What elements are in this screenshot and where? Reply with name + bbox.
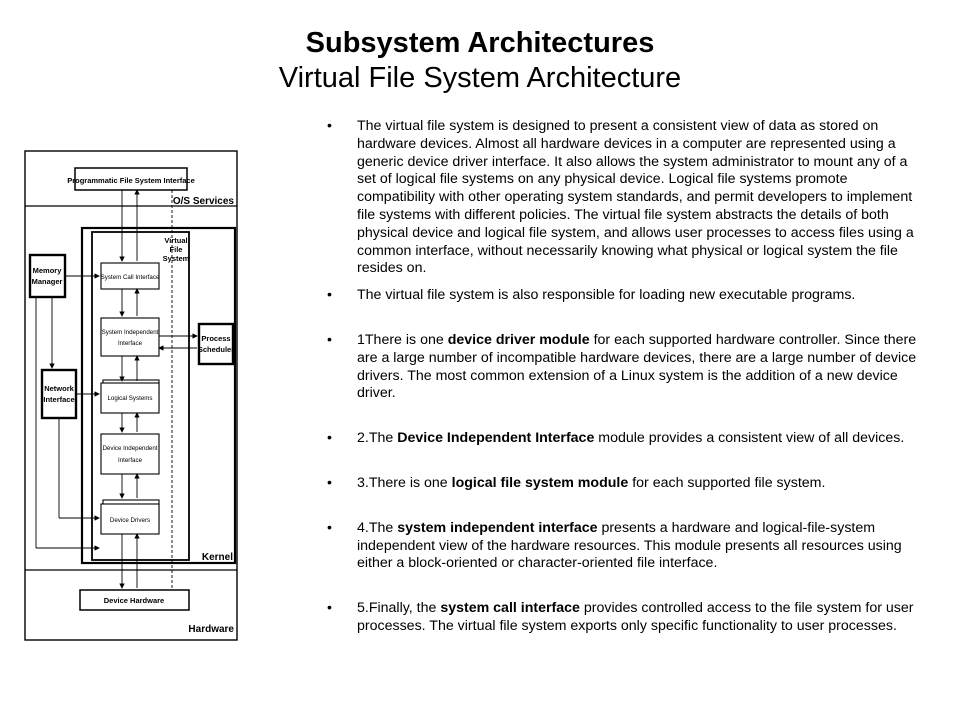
- vfs-architecture-diagram: [22, 148, 240, 643]
- bullet-text: 5.Finally, the: [357, 600, 441, 617]
- programmatic-fs-interface-label: Programmatic File System Interface: [67, 176, 195, 185]
- hardware-label: Hardware: [188, 624, 234, 635]
- bullet-item: [323, 118, 928, 278]
- bullet-list: [323, 118, 928, 636]
- bullet-item: [323, 287, 928, 305]
- bullet-bold-text: device driver module: [447, 331, 590, 348]
- memory-manager-label-line-2: Manager: [31, 277, 63, 286]
- network-interface-label-line-2: Interface: [43, 395, 75, 404]
- process-scheduler-label-line-2: Scheduler: [197, 345, 235, 354]
- system-independent-interface-label-line-2: Interface: [117, 340, 143, 347]
- bullet-bold-text: Device Independent Interface: [397, 430, 595, 447]
- system-independent-interface-box: [101, 318, 159, 356]
- bullet-item: [323, 475, 928, 493]
- system-independent-interface-label-line-1: System Independent: [101, 329, 159, 336]
- kernel-label: Kernel: [201, 552, 233, 563]
- device-independent-interface-label-line-1: Device Independent: [102, 445, 158, 452]
- device-independent-interface-box: [101, 434, 159, 474]
- logical-systems-label: Logical Systems: [107, 395, 153, 402]
- vfs-label-line-3: System: [162, 254, 190, 263]
- device-hardware-label: Device Hardware: [103, 596, 165, 605]
- bullet-text: The virtual file system is designed to present a consistent view of data as stored on hardware devices. Almost all hardware devices in a computer are represented using a generic device driver interface. It also allows the system administrator to mount any of a set of logical file systems on any physical device. Logical file systems promote compatibility with other operating system standards, and permit developers to implement file systems with different policies. The virtual file system abstracts the details of both physical device and logical file system, and allows user processes to access files using a common interface, without necessarily knowing what physical or logical system the file resides on.: [357, 118, 914, 277]
- bullet-text: 2.The: [357, 430, 398, 447]
- bullet-bold-text: logical file system module: [451, 474, 629, 491]
- bullet-text: provides controlled access to the file system for user processes. The virtual file system exports only specific functionality to user processes.: [357, 600, 914, 634]
- slide-title: Subsystem Architectures: [305, 27, 655, 59]
- bullet-text: 4.The: [357, 519, 398, 536]
- bullet-text: 3.There is one: [357, 474, 452, 491]
- bullet-item: [323, 600, 928, 636]
- slide-subtitle: Virtual File System Architecture: [278, 62, 682, 94]
- bullet-text: 1There is one: [357, 331, 448, 348]
- bullet-item: [323, 430, 928, 448]
- process-scheduler-label-line-1: Process: [201, 334, 231, 343]
- bullet-bold-text: system call interface: [440, 600, 580, 617]
- bullet-bold-text: system independent interface: [397, 519, 598, 536]
- bullet-item: [323, 332, 928, 403]
- device-independent-interface-label-line-2: Interface: [117, 457, 143, 464]
- bullet-text: for each supported hardware controller. Since there are a large number of incompatible hardware devices, there are a large number of device drivers. The most common extension of a Linux system is the addition of a new device driver.: [357, 331, 917, 402]
- os-services-label: O/S Services: [172, 196, 234, 207]
- system-call-interface-label: System Call Interface: [100, 274, 160, 281]
- bullet-text: presents a hardware and logical-file-system independent view of the hardware resources. This module presents all resources using either a block-oriented or character-oriented file interface.: [357, 519, 902, 572]
- network-interface-label-line-1: Network: [44, 384, 74, 393]
- memory-manager-label-line-1: Memory: [32, 266, 62, 275]
- bullet-text: module provides a consistent view of all devices.: [594, 430, 905, 447]
- bullet-text: The virtual file system is also responsible for loading new executable programs.: [357, 287, 856, 304]
- process-scheduler-box: [199, 324, 233, 364]
- network-interface-box: [42, 370, 76, 418]
- bullet-item: [323, 520, 928, 573]
- vfs-label-line-1: Virtual: [164, 236, 188, 245]
- bullet-text: for each supported file system.: [628, 474, 826, 491]
- device-drivers-label: Device Drivers: [109, 517, 151, 524]
- memory-manager-box: [30, 255, 65, 297]
- vfs-label-line-2: File: [169, 245, 183, 254]
